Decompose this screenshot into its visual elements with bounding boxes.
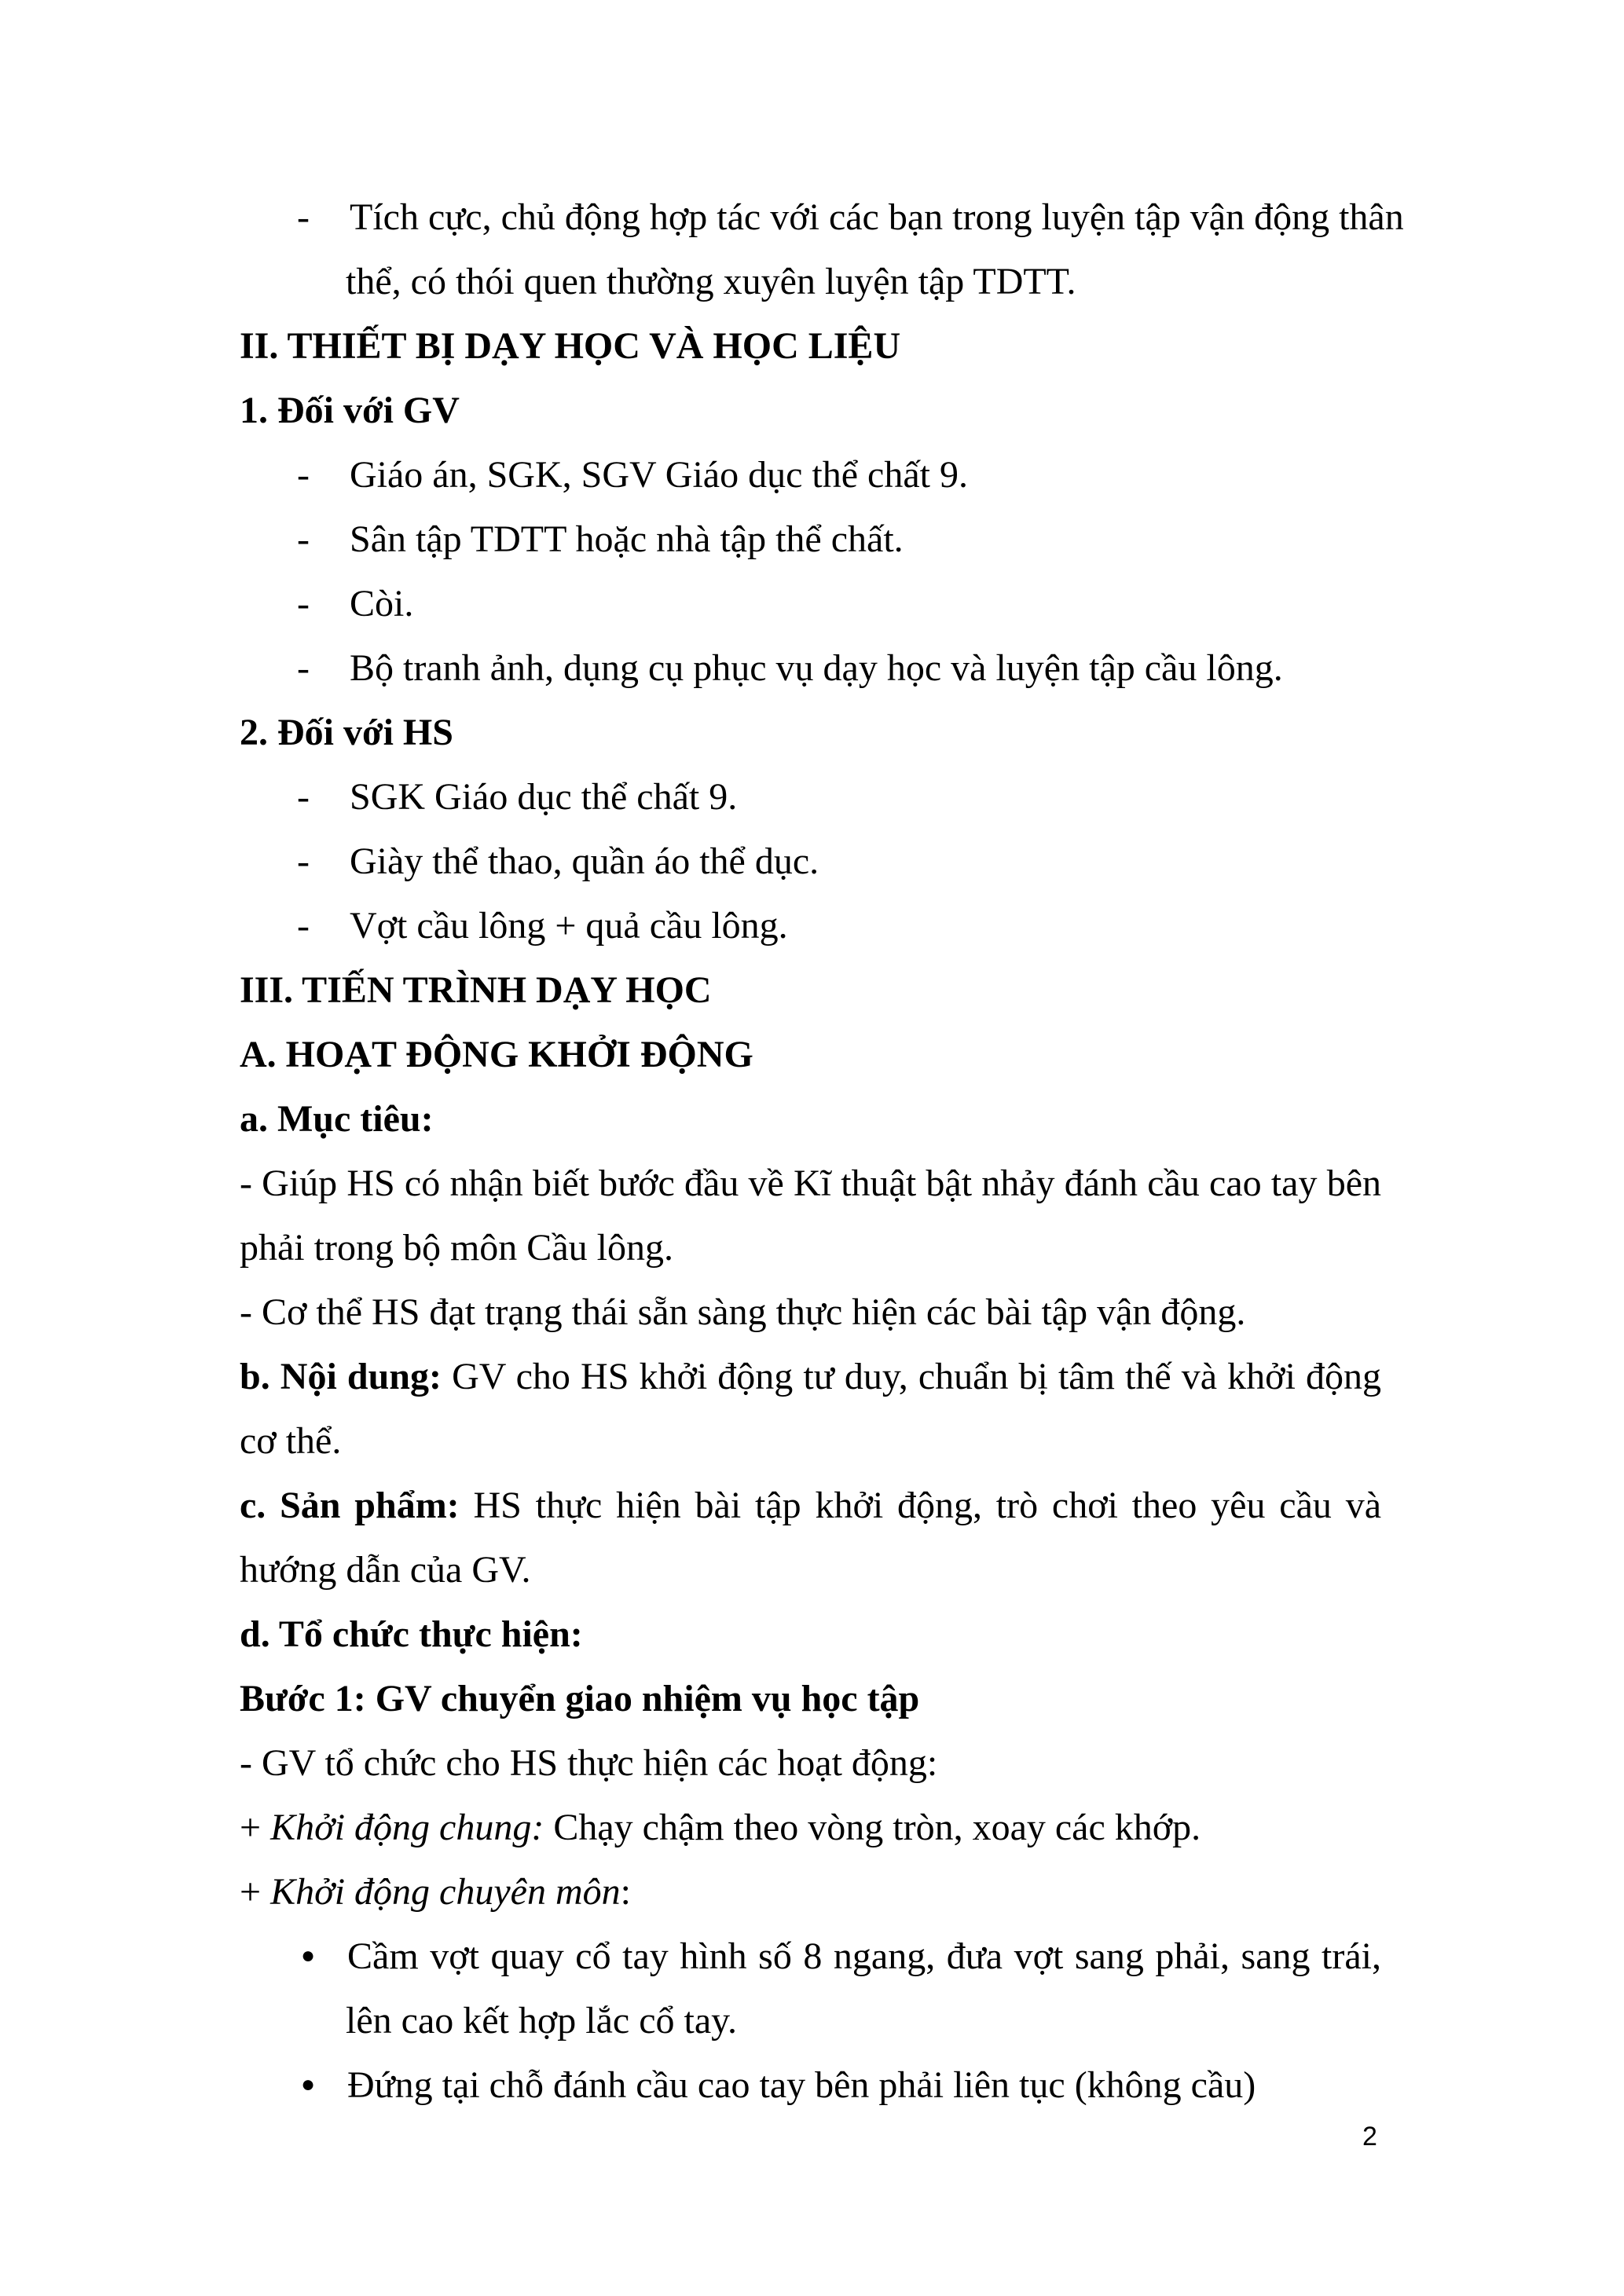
paragraph-line-noi-dung [240,1345,1381,1409]
heading-text: 2. Đối với HS [240,712,453,753]
run-in-label: b. Nội dung: [240,1356,442,1397]
subheading-muc-tieu [240,1087,1381,1152]
line-text: - Giúp HS có nhận biết bước đầu về Kĩ thuật bật nhảy đánh cầu cao tay bên [240,1163,1381,1204]
line-text: Giáo án, SGK, SGV Giáo dục thể chất 9. [350,454,968,496]
line-text: cơ thể. [240,1420,342,1462]
dash-marker: - [297,647,310,689]
paragraph-line [240,1280,1381,1345]
italic-label: Khởi động chung: [270,1807,544,1848]
dash-marker: - [297,905,310,947]
page-number: 2 [1362,2122,1377,2151]
line-text: + [240,1807,271,1848]
dash-marker: - [297,454,310,496]
bullet-marker: ● [301,2071,316,2097]
subheading-buoc-1 [240,1667,1381,1731]
dash-list-item [240,636,1381,701]
line-text: thể, có thói quen thường xuyên luyện tập TDTT. [346,261,1076,302]
line-text: Còi. [350,583,414,624]
line-text: Sân tập TDTT hoặc nhà tập thể chất. [350,518,904,560]
bullet-list-item [240,1924,1381,1989]
heading-text: II. THIẾT BỊ DẠY HỌC VÀ HỌC LIỆU [240,325,901,367]
heading-text: Bước 1: GV chuyển giao nhiệm vụ học tập [240,1678,920,1719]
dash-marker: - [297,776,310,818]
section-heading-iii [240,958,1381,1023]
dash-list-item [240,894,1381,958]
paragraph-line [240,1216,1381,1280]
line-text: Tích cực, chủ động hợp tác với các bạn trong luyện tập vận động thân [350,196,1404,238]
line-text: Vợt cầu lông + quả cầu lông. [350,905,788,947]
line-text: lên cao kết hợp lắc cổ tay. [346,2000,738,2041]
bullet-marker: ● [301,1943,316,1968]
line-text: hướng dẫn của GV. [240,1549,531,1591]
line-text: Cầm vợt quay cổ tay hình số 8 ngang, đưa vợt sang phải, sang trái, [347,1935,1381,1977]
paragraph-line-san-pham [240,1474,1381,1538]
line-text: - GV tổ chức cho HS thực hiện các hoạt động: [240,1742,938,1784]
line-text: Bộ tranh ảnh, dụng cụ phục vụ dạy học và luyện tập cầu lông. [350,647,1283,689]
continuation-line [240,1538,1381,1602]
heading-text: A. HOẠT ĐỘNG KHỞI ĐỘNG [240,1034,753,1075]
section-heading-a-khoi-dong [240,1023,1381,1087]
dash-marker: - [297,583,310,624]
line-text: + [240,1871,271,1913]
section-heading-ii [240,314,1381,379]
subheading-1-doi-voi-gv [240,379,1381,443]
heading-text: d. Tổ chức thực hiện: [240,1613,583,1655]
dash-list-item [240,765,1381,829]
dash-list-item [240,507,1381,572]
paragraph-line-khoi-dong-chuyen-mon [240,1860,1381,1924]
paragraph-line-khoi-dong-chung [240,1796,1381,1860]
paragraph-line [240,1731,1381,1796]
heading-text: 1. Đối với GV [240,390,460,431]
line-text: phải trong bộ môn Cầu lông. [240,1227,673,1269]
dash-list-item [240,443,1381,507]
subheading-to-chuc-thuc-hien [240,1602,1381,1667]
heading-text: III. TIẾN TRÌNH DẠY HỌC [240,969,712,1011]
dash-marker: - [297,518,310,560]
line-text: Đứng tại chỗ đánh cầu cao tay bên phải liên tục (không cầu) [347,2064,1256,2106]
bullet-list-item [240,2053,1381,2118]
line-text: HS thực hiện bài tập khởi động, trò chơi theo yêu cầu và [459,1485,1381,1526]
document-body [240,185,1404,2118]
line-text: - Cơ thể HS đạt trạng thái sẵn sàng thực hiện các bài tập vận động. [240,1291,1246,1333]
continuation-line [240,1989,1381,2053]
run-in-label: c. Sản phẩm: [240,1485,460,1526]
dash-marker: - [297,840,310,882]
line-text: Giày thể thao, quần áo thể dục. [350,840,819,882]
continuation-line [240,1409,1381,1474]
heading-text: a. Mục tiêu: [240,1098,434,1140]
paragraph-line [240,1152,1381,1216]
italic-label: Khởi động chuyên môn [270,1871,621,1913]
dash-list-item [240,829,1381,894]
continuation-line [240,250,1381,314]
line-text: Chạy chậm theo vòng tròn, xoay các khớp. [544,1807,1201,1848]
dash-list-item [240,572,1381,636]
line-text: : [620,1871,631,1913]
dash-marker: - [297,196,310,238]
dash-list-item [240,185,1404,250]
subheading-2-doi-voi-hs [240,701,1381,765]
line-text: SGK Giáo dục thể chất 9. [350,776,738,818]
line-text: GV cho HS khởi động tư duy, chuẩn bị tâm thế và khởi động [441,1356,1381,1397]
